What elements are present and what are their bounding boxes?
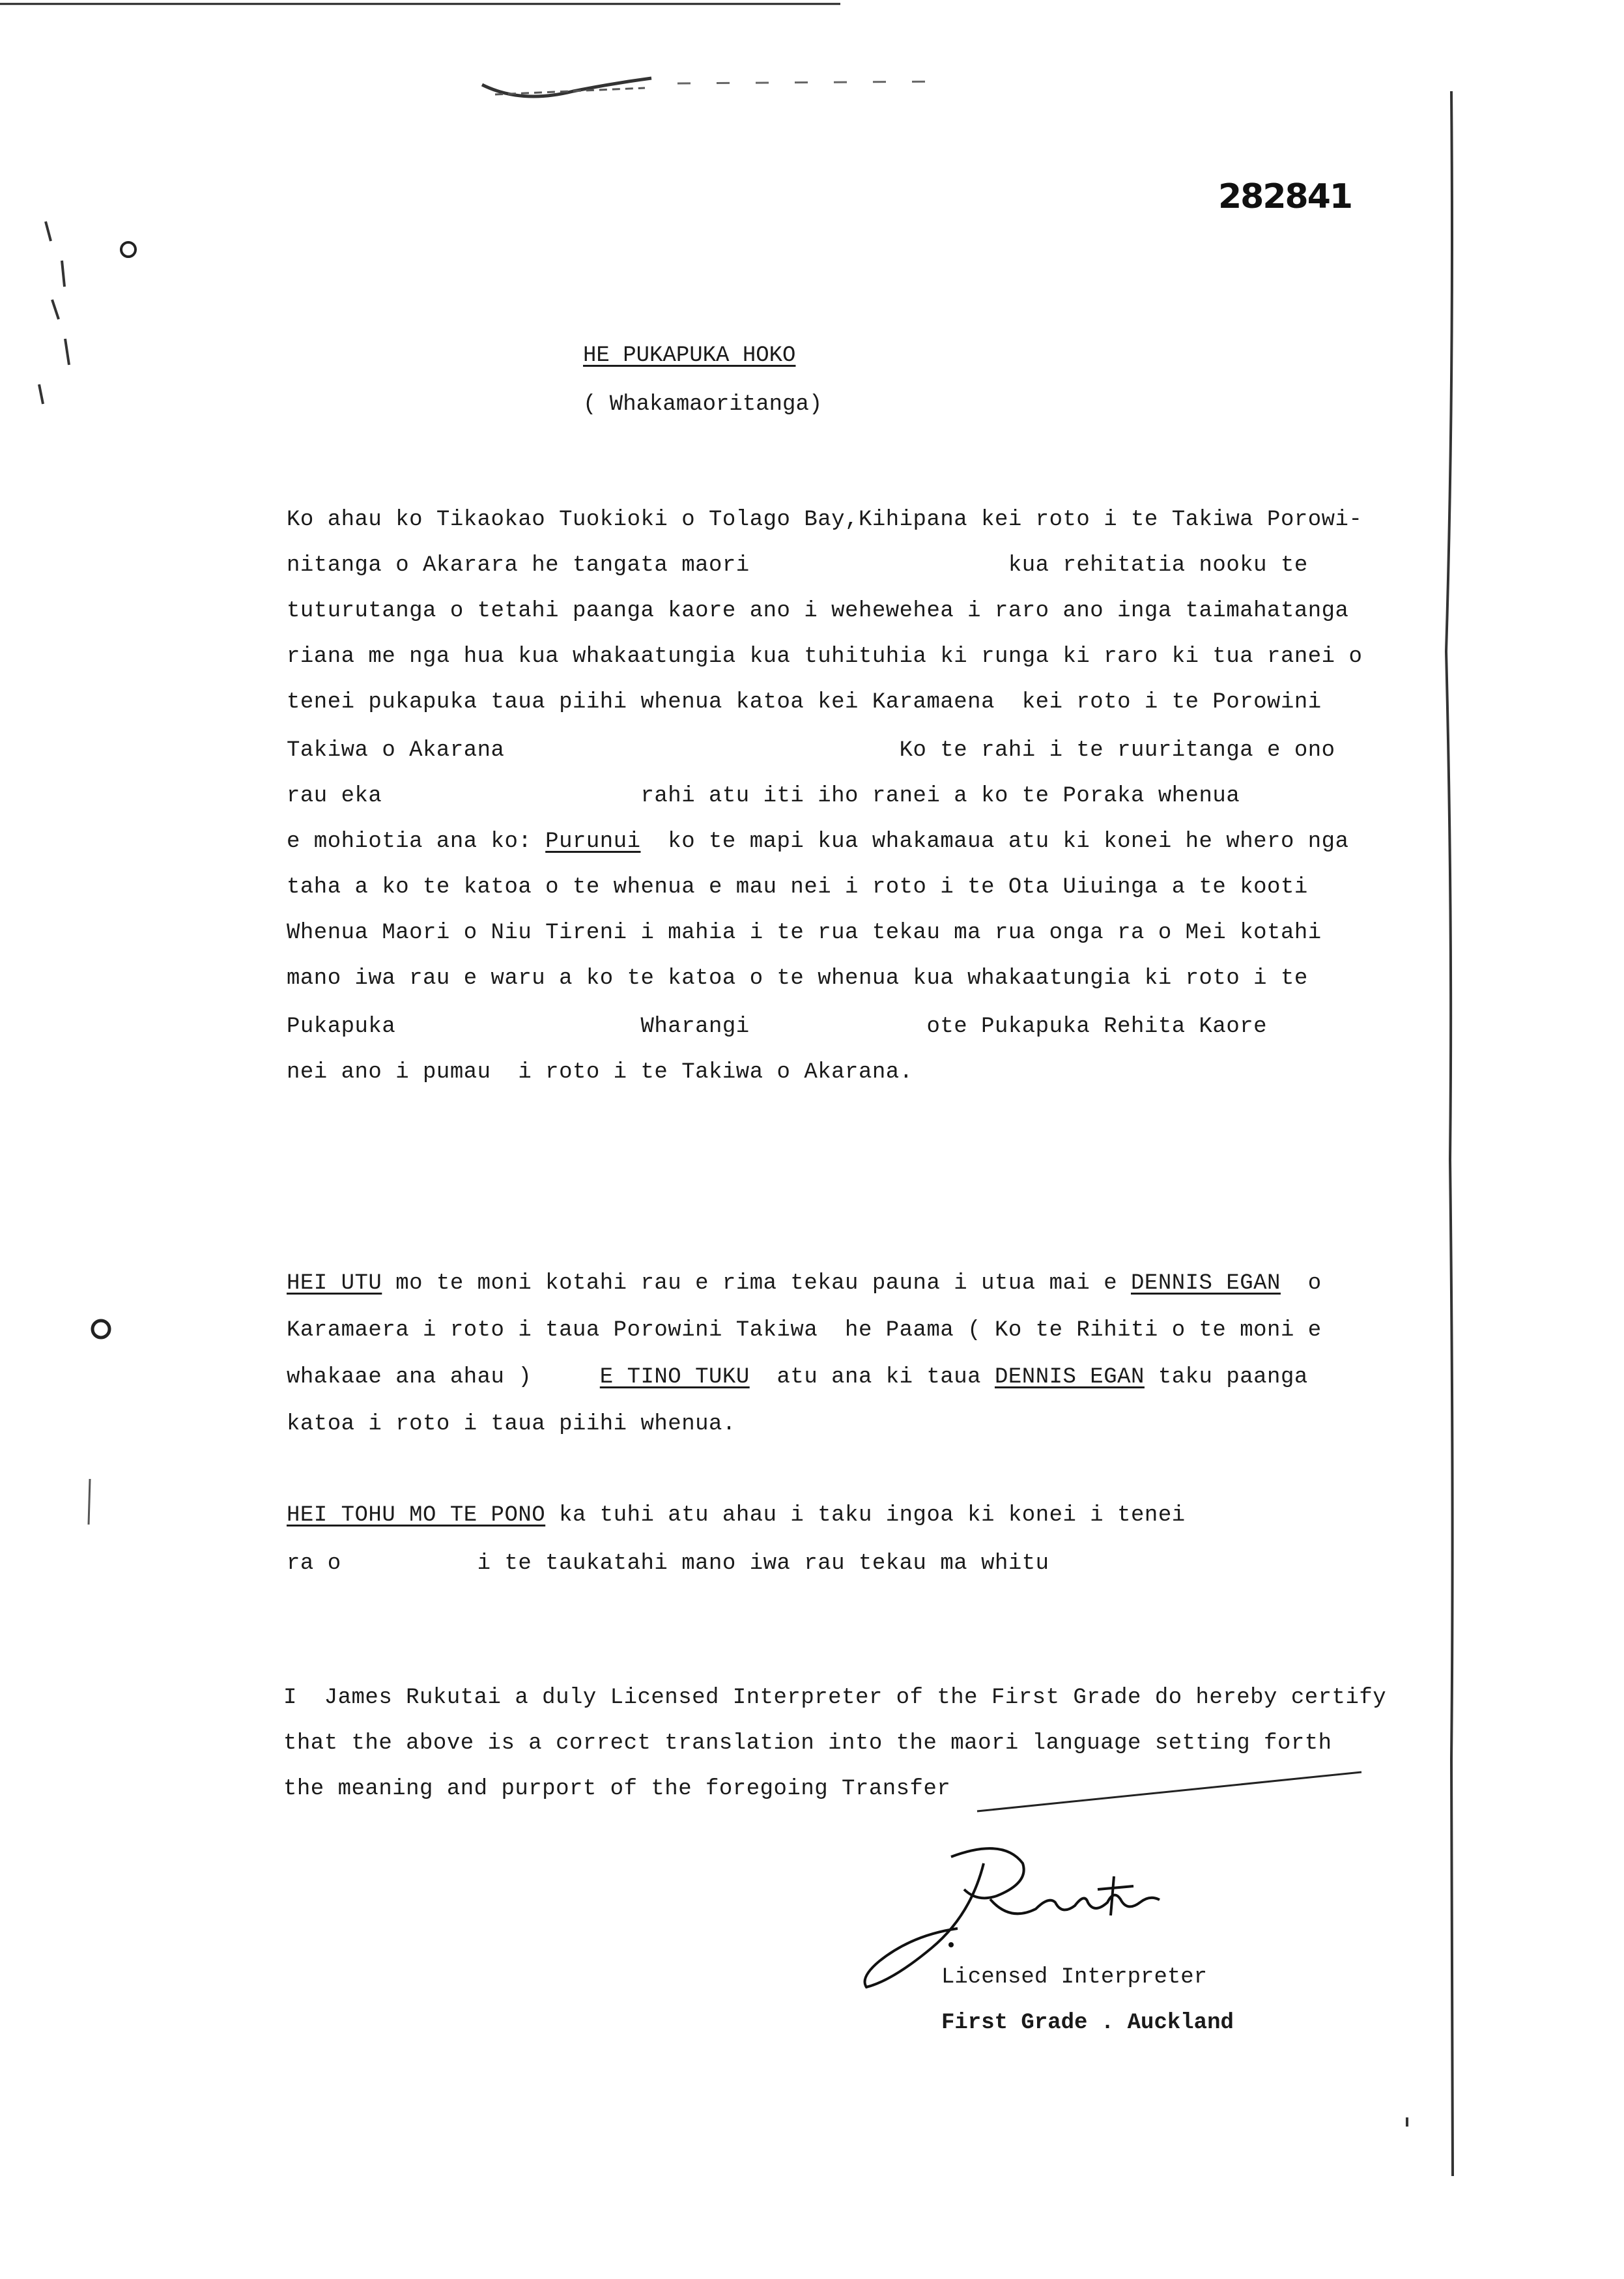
paragraph1-line: tenei pukapuka taua piihi whenua katoa kei Karamaena kei roto i te Porowini xyxy=(287,690,1322,715)
hei-tohu-heading: HEI TOHU MO TE PONO xyxy=(287,1503,546,1528)
hei-utu-heading: HEI UTU xyxy=(287,1271,382,1296)
line-text: mo te moni kotahi rau e rima tekau pauna i utua mai e xyxy=(382,1271,1132,1296)
purchaser-name: DENNIS EGAN xyxy=(1131,1271,1281,1296)
tino-tuku-heading: E TINO TUKU xyxy=(599,1365,750,1390)
paragraph2-line xyxy=(287,1270,1322,1297)
paragraph2-line: katoa i roto i taua piihi whenua. xyxy=(287,1412,736,1437)
document-title: HE PUKAPUKA HOKO xyxy=(583,343,796,368)
paragraph1-line: Ko ahau ko Tikaokao Tuokioki o Tolago Bay,Kihipana kei roto i te Takiwa Porowi- xyxy=(287,508,1363,532)
certification-line: the meaning and purport of the foregoing Transfer xyxy=(283,1777,951,1801)
certification-line: I James Rukutai a duly Licensed Interpreter of the First Grade do hereby certify xyxy=(283,1685,1387,1710)
paragraph1-line: rau eka rahi atu iti iho ranei a ko te Poraka whenua xyxy=(287,784,1240,809)
paragraph1-line: Whenua Maori o Niu Tireni i mahia i te rua tekau ma rua onga ra o Mei kotahi xyxy=(287,921,1322,945)
certification-line: that the above is a correct translation into the maori language setting forth xyxy=(283,1731,1332,1756)
line-text: o xyxy=(1280,1271,1322,1296)
line-text: ka tuhi atu ahau i taku ingoa ki konei i tenei xyxy=(545,1503,1186,1528)
purchaser-name: DENNIS EGAN xyxy=(994,1365,1145,1390)
line-text: atu ana ki taua xyxy=(749,1365,995,1390)
paragraph1-line: Pukapuka Wharangi ote Pukapuka Rehita Kaore xyxy=(287,1014,1268,1039)
line-text: ko te mapi kua whakamaua atu ki konei he whero nga xyxy=(640,829,1349,854)
document-subtitle: ( Whakamaoritanga) xyxy=(583,392,823,417)
paragraph1-line: nitanga o Akarara he tangata maori kua rehitatia nooku te xyxy=(287,553,1308,578)
document-stamp-number: 282841 xyxy=(1218,177,1352,216)
paragraph2-line: Karamaera i roto i taua Porowini Takiwa he Paama ( Ko te Rihiti o te moni e xyxy=(287,1318,1322,1343)
paragraph1-line: nei ano i pumau i roto i te Takiwa o Akarana. xyxy=(287,1060,913,1085)
paragraph1-line: mano iwa rau e waru a ko te katoa o te whenua kua whakaatungia ki roto i te xyxy=(287,966,1308,991)
paragraph3-line: ra o i te taukatahi mano iwa rau tekau ma whitu xyxy=(287,1551,1049,1576)
line-text: whakaae ana ahau ) xyxy=(287,1365,600,1390)
signatory-grade: First Grade . Auckland xyxy=(941,2011,1234,2035)
paragraph2-line xyxy=(287,1364,1308,1390)
paragraph1-line: Takiwa o Akarana Ko te rahi i te ruuritanga e ono xyxy=(287,738,1335,763)
paragraph1-line: riana me nga hua kua whakaatungia kua tuhituhia ki runga ki raro ki tua ranei o xyxy=(287,644,1363,669)
paragraph3-line xyxy=(287,1502,1186,1528)
paragraph1-line xyxy=(287,829,1348,855)
line-text: e mohiotia ana ko: xyxy=(287,829,546,854)
block-name: Purunui xyxy=(545,829,641,854)
paragraph1-line: tuturutanga o tetahi paanga kaore ano i wehewehea i raro ano inga taimahatanga xyxy=(287,599,1349,624)
paragraph1-line: taha a ko te katoa o te whenua e mau nei i roto i te Ota Uiuinga a te kooti xyxy=(287,875,1308,900)
line-text: taku paanga xyxy=(1144,1365,1308,1390)
signatory-title: Licensed Interpreter xyxy=(941,1965,1208,1990)
